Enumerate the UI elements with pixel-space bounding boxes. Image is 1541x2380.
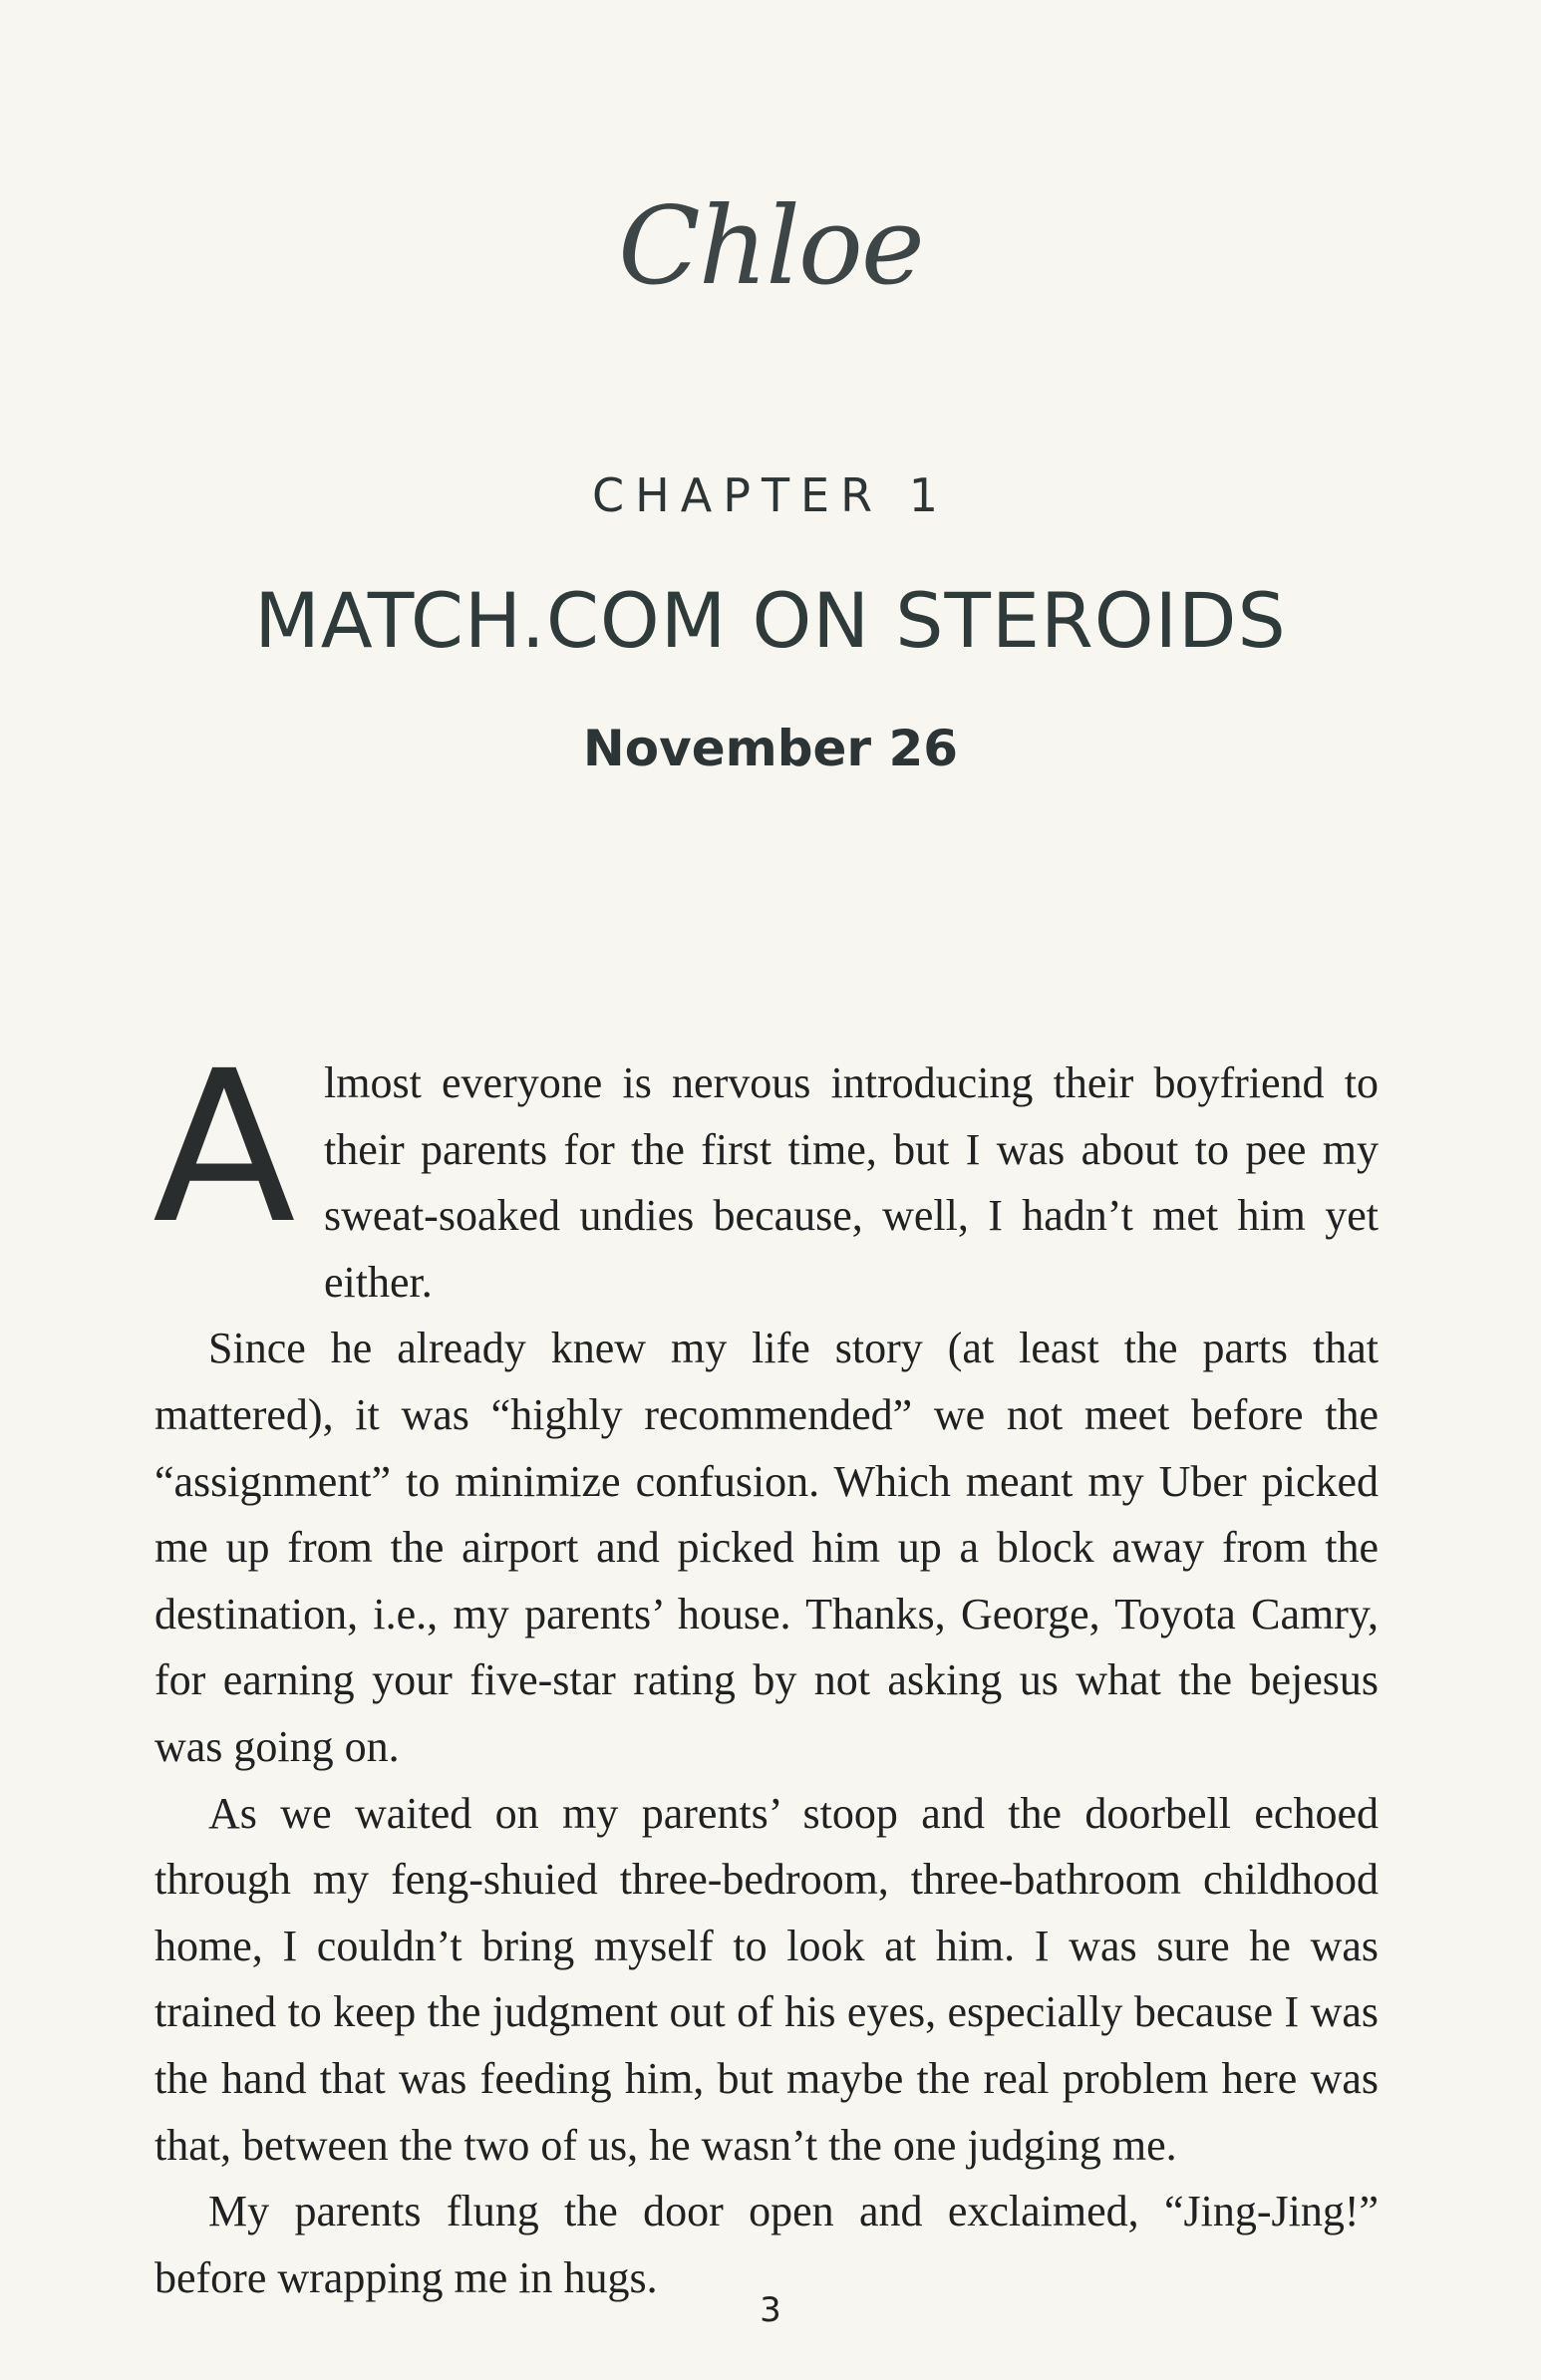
chapter-date: November 26: [582, 720, 959, 777]
paragraph-1-text: lmost everyone is nervous introducing their boyfriend to their parents for the first time, but I was about to pee my sweat-soaked undies because, well, I hadn’t met him yet either.: [324, 1058, 1379, 1307]
chapter-body: [153, 1026, 1379, 2311]
drop-cap: A: [153, 1026, 296, 1270]
page-number: 3: [760, 2290, 781, 2330]
chapter-label: CHAPTER 1: [592, 468, 949, 522]
paragraph-4: My parents flung the door open and exclaimed, “Jing-Jing!” before wrapping me in hugs.: [154, 2187, 1379, 2302]
character-name-signature: Chloe: [618, 184, 923, 309]
chapter-title: MATCH.COM ON STEROIDS: [254, 576, 1287, 665]
paragraph-1: [153, 1026, 1379, 1316]
paragraph-3: As we waited on my parents’ stoop and the doorbell echoed through my feng-shuied three-bedroom, three-bathroom childhood home, I couldn’t bring myself to look at him. I was sure he was trained to keep the judgment out of his eyes, especially because I was the hand that was feeding him, but maybe the real problem here was that, between the two of us, he wasn’t the one judging me.: [154, 1788, 1379, 2170]
paragraph-2: Since he already knew my life story (at least the parts that mattered), it was “highly recommended” we not meet before the “assignment” to minimize confusion. Which meant my Uber picked me up from the airport and picked him up a block away from the destination, i.e., my parents’ house. Thanks, George, Toyota Camry, for earning your five-star rating by not asking us what the bejesus was going on.: [154, 1324, 1379, 1771]
